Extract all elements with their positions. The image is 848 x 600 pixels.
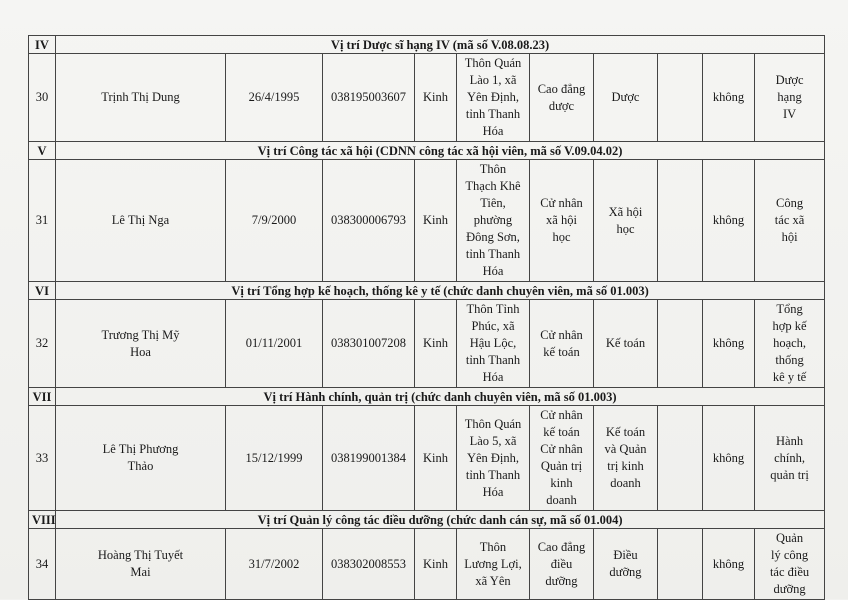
address-cell — [457, 529, 530, 600]
full-name-cell — [56, 529, 226, 600]
cell-line: Cử nhân — [540, 327, 583, 342]
address-cell — [457, 300, 530, 388]
cell-line: Hậu Lộc, — [469, 336, 517, 350]
priority-cell: không — [703, 529, 755, 600]
cell-line: Hoa — [130, 344, 151, 359]
cell-line: doanh — [546, 493, 577, 507]
empty-cell — [658, 160, 703, 282]
id-number-cell: 038199001384 — [323, 406, 415, 511]
section-header-row — [29, 142, 825, 160]
ethnicity-cell: Kinh — [415, 54, 457, 142]
major-cell — [594, 406, 658, 511]
cell-line: Công — [776, 196, 804, 210]
section-number: VIII — [29, 511, 56, 529]
priority-cell: không — [703, 160, 755, 282]
cell-line: lý công — [770, 548, 809, 562]
cell-line: Điều — [613, 548, 638, 562]
date-of-birth-cell: 26/4/1995 — [226, 54, 323, 142]
address-cell — [457, 406, 530, 511]
section-title: Vị trí Hành chính, quản trị (chức danh chuyên viên, mã số 01.003) — [56, 388, 825, 406]
full-name-cell — [56, 300, 226, 388]
major-cell — [594, 529, 658, 600]
priority-cell: không — [703, 300, 755, 388]
row-number-cell: 32 — [29, 300, 56, 388]
cell-line: Cử nhân — [540, 442, 583, 456]
cell-line: kế toán — [543, 425, 580, 439]
cell-line: Mai — [130, 565, 151, 579]
cell-line: hợp kế — [772, 319, 807, 333]
degree-cell — [530, 160, 594, 282]
degree-cell — [530, 54, 594, 142]
cell-line: quản trị — [770, 467, 809, 482]
table-row — [29, 529, 825, 600]
section-header-row — [29, 282, 825, 300]
cell-line: học — [616, 221, 635, 236]
section-title: Vị trí Dược sĩ hạng IV (mã số V.08.08.23) — [56, 36, 825, 54]
cell-line: học — [552, 230, 571, 244]
cell-line: Thôn Quán — [464, 56, 522, 70]
major-cell — [594, 300, 658, 388]
cell-line: Thảo — [127, 459, 154, 473]
cell-line: Yên Định, — [466, 450, 520, 465]
id-number-cell: 038302008553 — [323, 529, 415, 600]
position-cell — [755, 160, 825, 282]
cell-line: tỉnh Thanh — [465, 467, 521, 482]
cell-line: Hóa — [482, 370, 504, 384]
major-cell — [594, 54, 658, 142]
cell-line: Hoàng Thị Tuyết — [97, 548, 184, 562]
cell-line: chính, — [774, 450, 805, 465]
cell-line: tỉnh Thanh — [465, 353, 521, 367]
row-number-cell: 30 — [29, 54, 56, 142]
cell-line: tỉnh Thanh — [465, 247, 521, 261]
id-number-cell: 038301007208 — [323, 300, 415, 388]
cell-line: Yên Định, — [466, 90, 520, 104]
id-number-cell: 038195003607 — [323, 54, 415, 142]
cell-line: điều — [550, 556, 573, 571]
cell-line: Quản — [776, 531, 804, 545]
cell-line: Thôn — [479, 162, 507, 176]
degree-cell — [530, 300, 594, 388]
cell-line: Trịnh Thị Dung — [101, 90, 180, 104]
date-of-birth-cell: 7/9/2000 — [226, 160, 323, 282]
id-number-cell: 038300006793 — [323, 160, 415, 282]
cell-line: Thôn — [479, 539, 507, 554]
cell-line: và Quản — [604, 442, 647, 456]
row-number-cell: 31 — [29, 160, 56, 282]
cell-line: phường — [473, 213, 513, 227]
section-header-row — [29, 511, 825, 529]
cell-line: Xã hội — [608, 204, 643, 219]
cell-line: Hóa — [482, 484, 504, 499]
cell-line: Kế toán — [605, 425, 646, 439]
cell-line: hoạch, — [773, 336, 807, 350]
cell-line: kê y tế — [772, 370, 807, 384]
cell-line: Lương Lợi, — [464, 556, 522, 571]
cell-line: Lào 1, xã — [469, 73, 517, 87]
cell-line: hạng — [777, 90, 802, 104]
cell-line: xã Yên — [475, 573, 511, 588]
major-cell — [594, 160, 658, 282]
date-of-birth-cell: 15/12/1999 — [226, 406, 323, 511]
cell-line: Hóa — [482, 124, 504, 138]
address-cell — [457, 160, 530, 282]
ethnicity-cell: Kinh — [415, 529, 457, 600]
date-of-birth-cell: 01/11/2001 — [226, 300, 323, 388]
cell-line: Lào 5, xã — [469, 433, 517, 448]
cell-line: dưỡng — [773, 582, 806, 596]
table-row — [29, 406, 825, 511]
position-cell — [755, 406, 825, 511]
cell-line: tác điều — [769, 565, 810, 579]
cell-line: doanh — [610, 476, 641, 490]
ethnicity-cell: Kinh — [415, 406, 457, 511]
cell-line: xã hội — [546, 213, 577, 227]
cell-line: tác xã — [774, 213, 805, 227]
cell-line: Dược — [611, 90, 640, 104]
full-name-cell — [56, 54, 226, 142]
cell-line: Cao đẳng — [537, 81, 586, 96]
cell-line: Dược — [775, 73, 804, 87]
row-number-cell: 34 — [29, 529, 56, 600]
cell-line: dưỡng — [609, 565, 642, 579]
table-row — [29, 54, 825, 142]
cell-line: Trương Thị Mỹ — [101, 327, 180, 342]
cell-line: Kế toán — [605, 336, 646, 350]
section-header-row — [29, 388, 825, 406]
cell-line: kế toán — [543, 344, 580, 359]
date-of-birth-cell: 31/7/2002 — [226, 529, 323, 600]
ethnicity-cell: Kinh — [415, 300, 457, 388]
cell-line: Cử nhân — [540, 408, 583, 422]
cell-line: Hóa — [482, 264, 504, 278]
degree-cell — [530, 406, 594, 511]
position-cell — [755, 300, 825, 388]
cell-line: dưỡng — [545, 573, 578, 588]
cell-line: Hành — [776, 433, 804, 448]
cell-line: dược — [548, 98, 575, 113]
cell-line: Cao đẳng — [537, 539, 586, 554]
section-number: IV — [29, 36, 56, 54]
full-name-cell — [56, 406, 226, 511]
cell-line: tỉnh Thanh — [465, 107, 521, 121]
section-number: V — [29, 142, 56, 160]
cell-line: Tiên, — [480, 196, 506, 210]
cell-line: trị kinh — [607, 459, 644, 473]
empty-cell — [658, 529, 703, 600]
cell-line: hội — [781, 230, 798, 244]
empty-cell — [658, 406, 703, 511]
table-row — [29, 160, 825, 282]
cell-line: Thôn Tỉnh — [466, 302, 520, 316]
cell-line: Quản trị — [540, 459, 583, 473]
section-title: Vị trí Công tác xã hội (CDNN công tác xã hội viên, mã số V.09.04.02) — [56, 142, 825, 160]
row-number-cell: 33 — [29, 406, 56, 511]
table-row — [29, 300, 825, 388]
cell-line: Phúc, xã — [471, 319, 515, 333]
cell-line: Thôn Quán — [464, 416, 522, 431]
section-number: VI — [29, 282, 56, 300]
cell-line: Thạch Khê — [465, 179, 521, 193]
cell-line: Lê Thị Nga — [111, 213, 170, 227]
cell-line: IV — [782, 107, 797, 121]
full-name-cell — [56, 160, 226, 282]
priority-cell: không — [703, 54, 755, 142]
empty-cell — [658, 54, 703, 142]
section-header-row — [29, 36, 825, 54]
degree-cell — [530, 529, 594, 600]
cell-line: Cử nhân — [540, 196, 583, 210]
cell-line: Tổng — [776, 302, 803, 316]
cell-line: Đông Sơn, — [466, 230, 520, 244]
cell-line: thống — [775, 353, 804, 367]
priority-cell: không — [703, 406, 755, 511]
candidate-table — [28, 35, 825, 600]
empty-cell — [658, 300, 703, 388]
ethnicity-cell: Kinh — [415, 160, 457, 282]
section-title: Vị trí Tổng hợp kế hoạch, thống kê y tế (chức danh chuyên viên, mã số 01.003) — [56, 282, 825, 300]
cell-line: Lê Thị Phương — [102, 442, 179, 456]
section-number: VII — [29, 388, 56, 406]
address-cell — [457, 54, 530, 142]
position-cell — [755, 54, 825, 142]
position-cell — [755, 529, 825, 600]
section-title: Vị trí Quản lý công tác điều dưỡng (chức danh cán sự, mã số 01.004) — [56, 511, 825, 529]
cell-line: kinh — [550, 476, 573, 490]
